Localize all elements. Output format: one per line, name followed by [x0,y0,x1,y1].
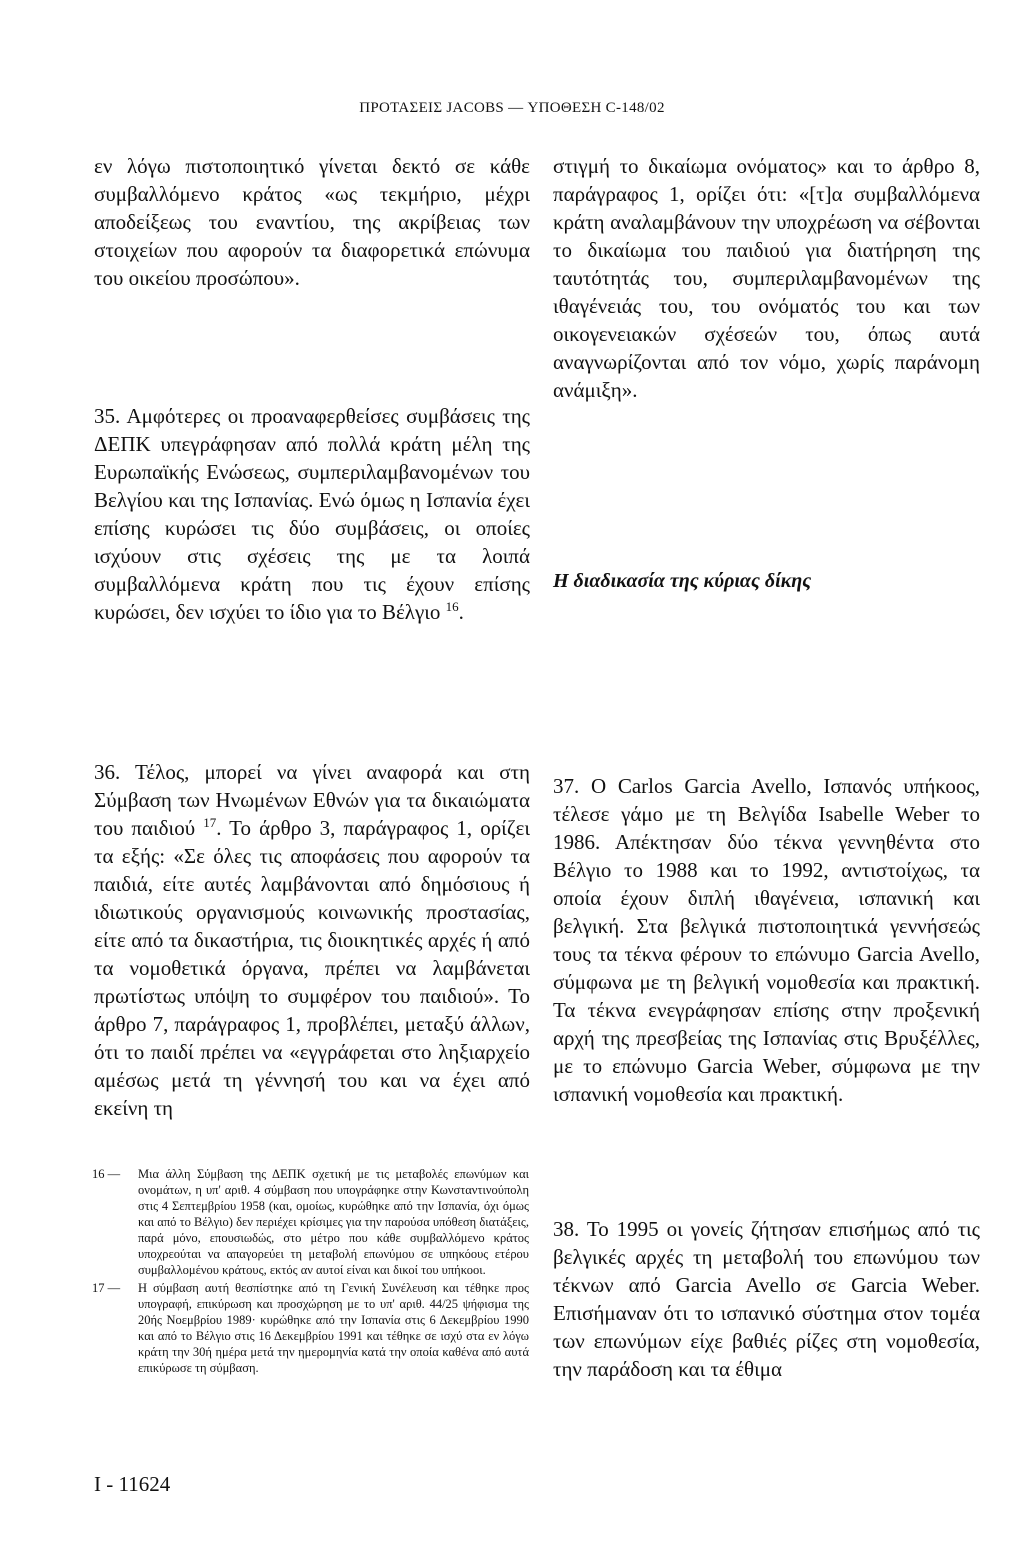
paragraph-36 [94,758,530,1122]
footnote-17 [92,1280,529,1376]
footnote-text: Μια άλλη Σύμβαση της ΔΕΠΚ σχετική με τις μεταβολές επωνύμων και ονομάτων, η υπ' αριθ. 4 σύμβαση που υπογράφηκε στην Κωνσταντινούπολη στις 4 Σεπτεμβρίου 1958 (και, ομοίως, κυρώθηκε από την Ισπανία, όχι όμως και από το Βέλγιο) δεν περιέχει κρίσιμες για την παρούσα υπόθεση διατάξεις, παρά μόνο, επουσιωδώς, στο μέτρο που κάθε συμβαλλόμενο κράτος υποχρεούται να απαγορεύει τη μεταβολή επωνύμου σε υπηκόους ετέρου συμβαλλομένου κράτους, εκτός αν αυτοί είναι και δικοί του υπήκοοι. [138,1167,529,1277]
paragraph-34-continuation: εν λόγω πιστοποιητικό γίνεται δεκτό σε κάθε συμβαλλόμενο κράτος «ως τεκμήριο, μέχρι αποδείξεως του εναντίου, της ακρίβειας των στοιχείων που αφορούν τα διαφορετικά επώνυμα του οικείου προσώπου». [94,154,530,290]
paragraph-35-tail: . [458,600,464,624]
footnote-text: Η σύμβαση αυτή θεσπίστηκε από τη Γενική Συνέλευση και τέθηκε προς υπογραφή, επικύρωση και προσχώρηση με το υπ' αριθ. 44/25 ψήφισμα της 20ής Νοεμβρίου 1989· κυρώθηκε από την Ισπανία στις 6 Δεκεμβρίου 1990 και από το Βέλγιο στις 16 Δεκεμβρίου 1991 και τέθηκε σε ισχύ στα εν λόγω κράτη την 30ή ημέρα μετά την ημερομηνία κατά την οποία καθένα από αυτά επικύρωσε τη σύμβαση. [138,1281,529,1375]
footnote-16 [92,1166,529,1278]
footnote-marker: 16 — [92,1167,121,1181]
page-number: I - 11624 [94,1472,171,1496]
paragraph-36-text-b: . Το άρθρο 3, παράγραφος 1, ορίζει τα εξής: «Σε όλες τις αποφάσεις που αφορούν τα παιδιά, είτε αυτές λαμβάνονται από δημόσιους ή ιδιωτικούς οργανισμούς κοινωνικής προστασίας, είτε από τα δικαστήρια, τις διοικητικές αρχές ή από τα νομοθετικά όργανα, πρέπει να λαμβάνεται πρωτίστως υπόψη το συμφέρον του παιδιού». Το άρθρο 7, παράγραφος 1, προβλέπει, μεταξύ άλλων, ότι το παιδί πρέπει να «εγγράφεται στο ληξιαρχείο αμέσως μετά τη γέννησή του και να έχει από εκείνη τη [94,816,530,1120]
section-heading: Η διαδικασία της κύριας δίκης [553,570,812,592]
footnotes [92,1166,529,1378]
paragraph-38: 38. Το 1995 οι γονείς ζήτησαν επισήμως από τις βελγικές αρχές τη μεταβολή του επωνύμου των τέκνων από Garcia Avello σε Garcia Weber. Επισήμαναν ότι το ισπανικό σύστημα στον τομέα των επωνύμων είχε βαθιές ρίζες στη νομοθεσία, την παράδοση και τα έθιμα [553,1217,980,1381]
footnote-ref-17[interactable]: 17 [203,815,217,830]
paragraph-37: 37. Ο Carlos Garcia Avello, Ισπανός υπήκοος, τέλεσε γάμο με τη Βελγίδα Isabelle Weber το 1986. Απέκτησαν δύο τέκνα γεννηθέντα στο Βέλγιο το 1988 και το 1992, αντιστοίχως, τα οποία έχουν διπλή ιθαγένεια, ισπανική και βελγική. Στα βελγικά πιστοποιητικά γεννήσεώς τους τα τέκνα φέρουν το επώνυμο Garcia Avello, σύμφωνα με τη βελγική νομοθεσία και πρακτική. Τα τέκνα ενεγράφησαν επίσης στην προξενική αρχή της πρεσβείας της Ισπανίας στις Βρυξέλλες, με το επώνυμο Garcia Weber, σύμφωνα με την ισπανική νομοθεσία και πρακτική. [553,774,980,1106]
paragraph-36-text-a: 36. Τέλος, μπορεί να γίνει αναφορά και στη Σύμβαση των Ηνωμένων Εθνών για τα δικαιώματα του παιδιού [94,760,530,840]
paragraph-36-continuation: στιγμή το δικαίωμα ονόματος» και το άρθρο 8, παράγραφος 1, ορίζει ότι: «[τ]α συμβαλλόμενα κράτη αναλαμβάνουν την υποχρέωση να σέβονται το δικαίωμα του παιδιού για διατήρηση της ταυτότητάς του, συμπεριλαμβανομένων της ιθαγένειάς του, του ονόματός του και των οικογενειακών σχέσεών του, όπως αυτά αναγνωρίζονται από τον νόμο, χωρίς παράνομη ανάμιξη». [553,154,980,402]
paragraph-35-text: 35. Αμφότερες οι προαναφερθείσες συμβάσεις της ΔΕΠΚ υπεγράφησαν από πολλά κράτη μέλη της Ευρωπαϊκής Ενώσεως, συμπεριλαμβανομένων του Βελγίου και της Ισπανίας. Ενώ όμως η Ισπανία έχει επίσης κυρώσει τις δύο συμβάσεις, οι οποίες ισχύουν στις σχέσεις της με τα λοιπά συμβαλλόμενα κράτη που τις έχουν επίσης κυρώσει, δεν ισχύει το ίδιο για το Βέλγιο [94,404,530,624]
footnote-marker: 17 — [92,1281,121,1295]
footnote-ref-16[interactable]: 16 [445,599,459,614]
running-header: ΠΡΟΤΑΣΕΙΣ JACOBS — ΥΠΟΘΕΣΗ C-148/02 [359,100,665,116]
paragraph-35 [94,402,530,626]
